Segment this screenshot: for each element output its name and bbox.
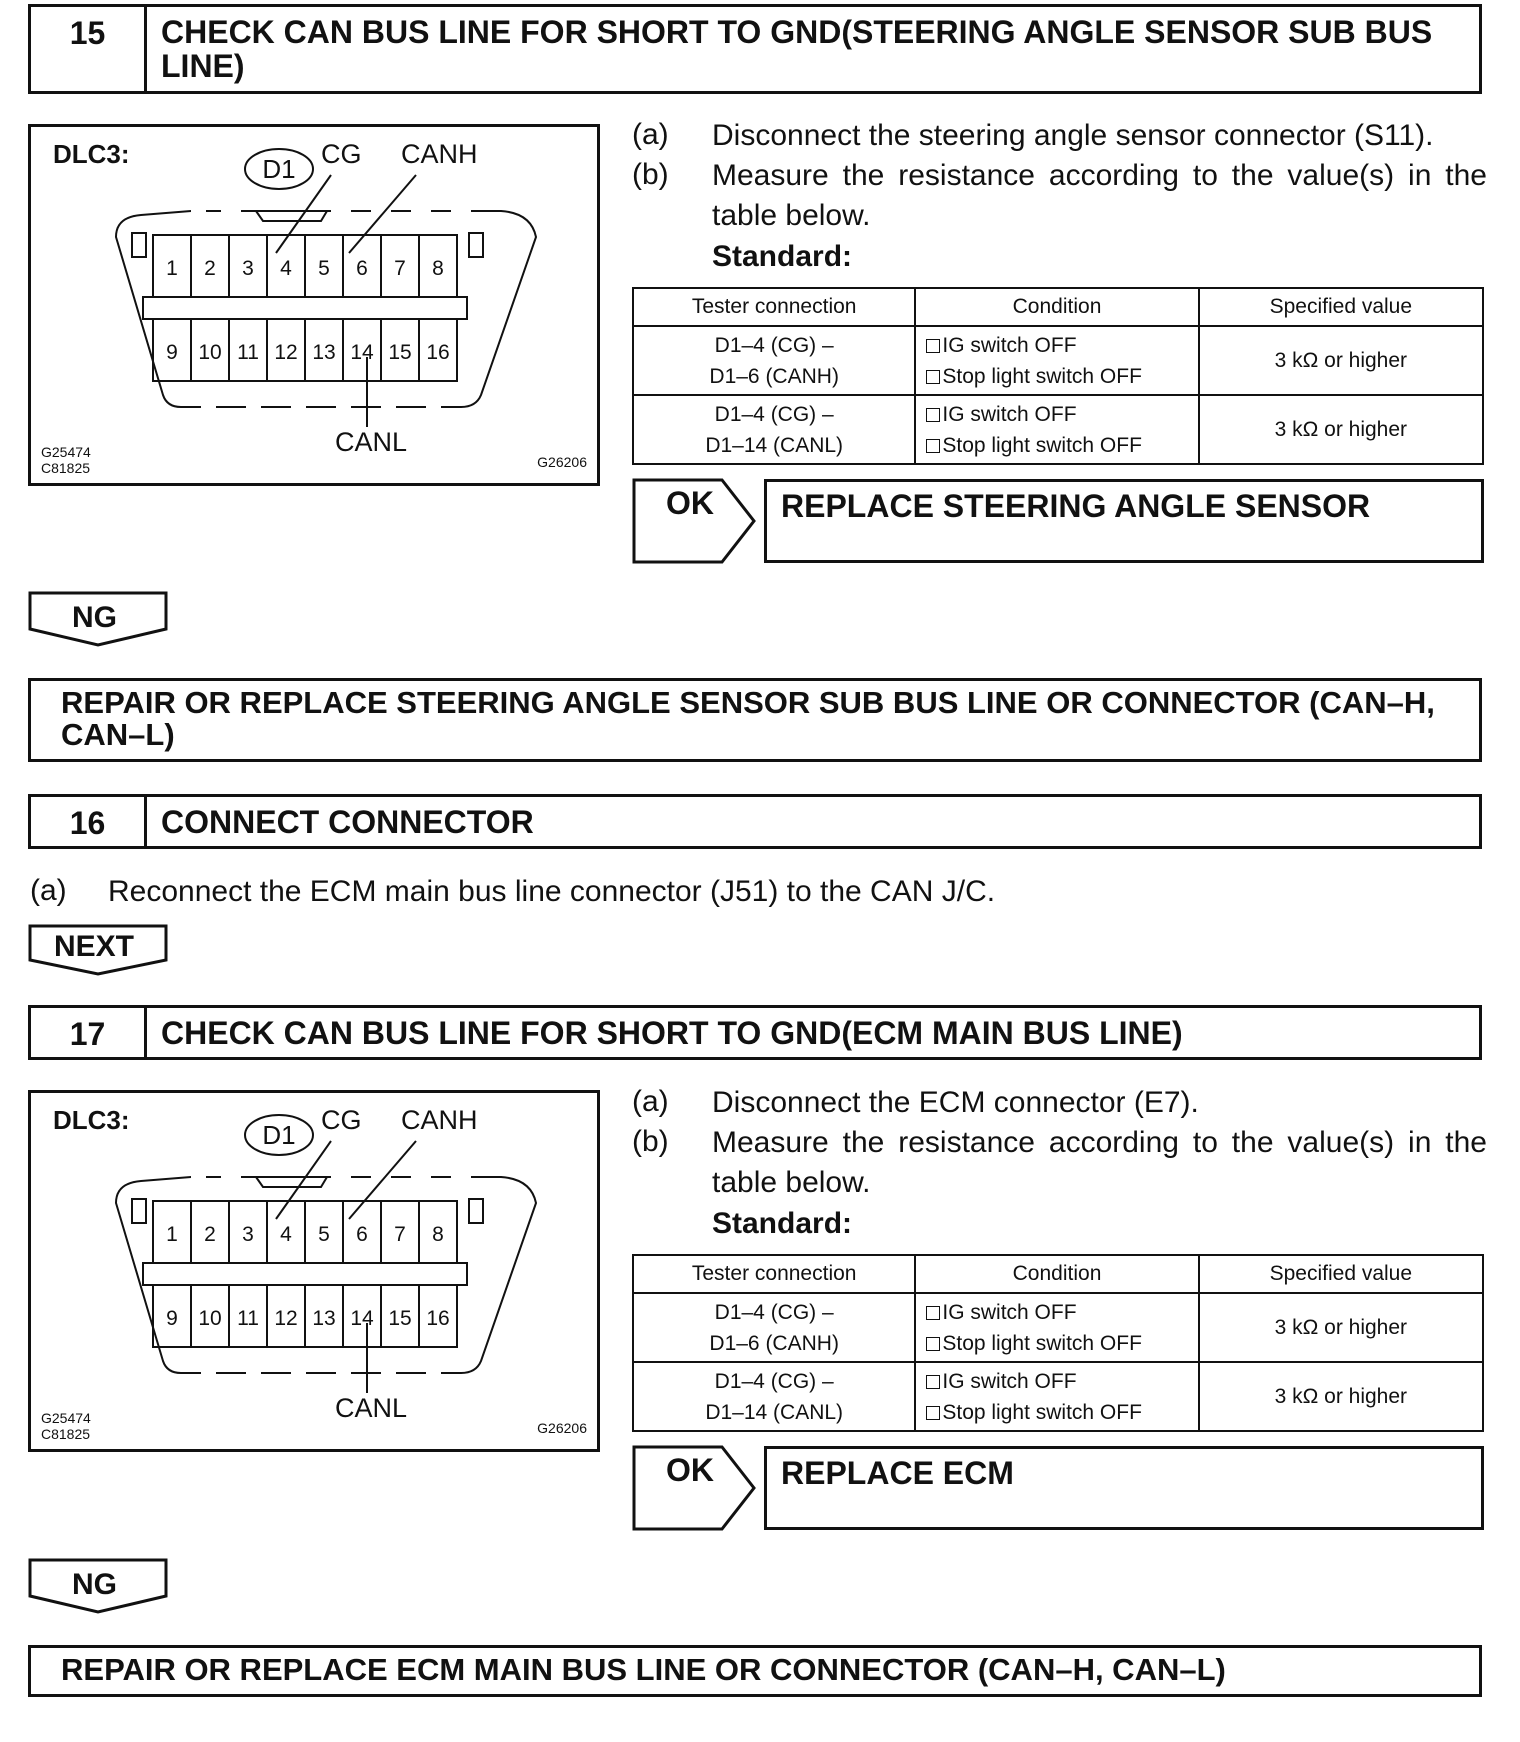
- pin-number: 9: [166, 341, 178, 364]
- pin-number: 1: [166, 257, 178, 280]
- pin-number: 14: [350, 341, 374, 364]
- specified-value: 3 kΩ or higher: [1199, 1362, 1483, 1431]
- table-header: Tester connection: [633, 1255, 915, 1293]
- step-number: 15: [31, 7, 147, 91]
- figure-code: G25474: [41, 444, 91, 460]
- pin-number: 3: [242, 1223, 254, 1246]
- ng-result: REPAIR OR REPLACE STEERING ANGLE SENSOR SUB BUS LINE OR CONNECTOR (CAN–H, CAN–L): [28, 678, 1482, 762]
- tester-connection: D1–4 (CG) –: [714, 333, 834, 357]
- table-header: Tester connection: [633, 288, 915, 326]
- pin-number: 3: [242, 257, 254, 280]
- checkbox-icon: [926, 339, 940, 353]
- tester-connection: D1–14 (CANL): [705, 433, 844, 457]
- tester-connection: D1–4 (CG) –: [714, 1369, 834, 1393]
- pin-number: 6: [356, 257, 368, 280]
- leader-canh: [349, 1141, 416, 1219]
- pin-number: 9: [166, 1307, 178, 1330]
- pin-label-cg: CG: [321, 139, 362, 169]
- step-marker: (a): [632, 1085, 669, 1118]
- pin-number: 4: [280, 257, 292, 280]
- pin-number: 1: [166, 1223, 178, 1246]
- checkbox-icon: [926, 1306, 940, 1320]
- condition: IG switch OFF: [942, 1369, 1077, 1393]
- figure-code: G26206: [537, 1420, 587, 1436]
- pin-number: 15: [388, 1307, 412, 1330]
- connector-id: D1: [262, 154, 296, 184]
- pin-number: 16: [426, 1307, 450, 1330]
- leader-cg: [276, 175, 331, 253]
- side-tab-left: [132, 1199, 146, 1223]
- ng-result: REPAIR OR REPLACE ECM MAIN BUS LINE OR CONNECTOR (CAN–H, CAN–L): [28, 1645, 1482, 1697]
- step-text: Reconnect the ECM main bus line connector (J51) to the CAN J/C.: [108, 875, 996, 908]
- checkbox-icon: [926, 370, 940, 384]
- tester-connection: D1–6 (CANH): [709, 1331, 839, 1355]
- table-header: Condition: [915, 288, 1198, 326]
- pin-number: 2: [204, 1223, 216, 1246]
- pin-label-canh: CANH: [401, 1105, 478, 1135]
- table-row: [633, 1293, 1483, 1362]
- figure-code: C81825: [41, 460, 91, 476]
- dlc3-connector-drawing: [31, 1093, 597, 1449]
- connector-housing: [116, 1177, 536, 1373]
- pin-number: 10: [198, 341, 222, 364]
- tester-connection: D1–14 (CANL): [705, 1400, 844, 1424]
- figure-code: G26206: [537, 454, 587, 470]
- next-label: NEXT: [54, 930, 135, 963]
- figure-code: C81825: [41, 1426, 91, 1442]
- side-tab-right: [469, 233, 483, 257]
- checkbox-icon: [926, 1337, 940, 1351]
- pin-number: 16: [426, 341, 450, 364]
- ok-label: OK: [666, 1452, 714, 1488]
- pin-label-canl: CANL: [335, 1393, 408, 1423]
- checkbox-icon: [926, 1375, 940, 1389]
- pin-number: 5: [318, 1223, 330, 1246]
- step-text: Measure the resistance according to the value(s) in the table below.: [712, 159, 1487, 232]
- specified-value: 3 kΩ or higher: [1199, 1293, 1483, 1362]
- pin-number: 4: [280, 1223, 292, 1246]
- dlc3-diagram: [28, 1090, 600, 1452]
- step-text: Disconnect the steering angle sensor connector (S11).: [712, 119, 1434, 152]
- dlc3-connector-drawing: [31, 127, 597, 483]
- step-16-header: [28, 794, 1482, 849]
- table-row: [633, 326, 1483, 395]
- connector-id: D1: [262, 1120, 296, 1150]
- side-tab-right: [469, 1199, 483, 1223]
- housing-key: [256, 1177, 327, 1187]
- condition: IG switch OFF: [942, 333, 1077, 357]
- step-text: Disconnect the ECM connector (E7).: [712, 1086, 1199, 1119]
- connector-housing: [116, 211, 536, 407]
- pin-number: 2: [204, 257, 216, 280]
- center-bar: [143, 1263, 467, 1285]
- pin-number: 5: [318, 257, 330, 280]
- tester-connection: D1–4 (CG) –: [714, 1300, 834, 1324]
- spec-table: [632, 287, 1484, 465]
- step-marker: (a): [30, 874, 67, 907]
- checkbox-icon: [926, 1406, 940, 1420]
- pin-number: 11: [237, 1307, 259, 1330]
- pin-label-canh: CANH: [401, 139, 478, 169]
- pin-label-cg: CG: [321, 1105, 362, 1135]
- tester-connection: D1–6 (CANH): [709, 364, 839, 388]
- leader-cg: [276, 1141, 331, 1219]
- pin-number: 8: [432, 257, 444, 280]
- pin-number: 8: [432, 1223, 444, 1246]
- pin-number: 7: [394, 1223, 406, 1246]
- step-17-header: [28, 1005, 1482, 1060]
- table-row: [633, 395, 1483, 464]
- step-marker: (b): [632, 1125, 669, 1158]
- pin-number: 13: [312, 1307, 336, 1330]
- step-15-header: [28, 4, 1482, 94]
- tester-connection: D1–4 (CG) –: [714, 402, 834, 426]
- standard-label: Standard:: [712, 240, 853, 273]
- center-bar: [143, 297, 467, 319]
- dlc3-label: DLC3:: [53, 139, 130, 169]
- step-title: CONNECT CONNECTOR: [161, 804, 534, 840]
- standard-label: Standard:: [712, 1207, 853, 1240]
- pin-label-canl: CANL: [335, 427, 408, 457]
- condition: IG switch OFF: [942, 1300, 1077, 1324]
- table-header: Specified value: [1199, 288, 1483, 326]
- housing-key: [256, 211, 327, 221]
- step-title: CHECK CAN BUS LINE FOR SHORT TO GND(ECM MAIN BUS LINE): [161, 1015, 1183, 1051]
- table-row: [633, 1362, 1483, 1431]
- figure-code: G25474: [41, 1410, 91, 1426]
- ok-result: REPLACE STEERING ANGLE SENSOR: [764, 479, 1484, 563]
- pin-number: 12: [274, 341, 298, 364]
- pin-number: 10: [198, 1307, 222, 1330]
- condition: Stop light switch OFF: [942, 364, 1142, 388]
- ok-label: OK: [666, 485, 714, 521]
- specified-value: 3 kΩ or higher: [1199, 326, 1483, 395]
- step-marker: (b): [632, 158, 669, 191]
- table-header: Condition: [915, 1255, 1198, 1293]
- ng-label: NG: [72, 1568, 117, 1601]
- step-title: CHECK CAN BUS LINE FOR SHORT TO GND(STEERING ANGLE SENSOR SUB BUS LINE): [161, 14, 1433, 84]
- ok-result: REPLACE ECM: [764, 1446, 1484, 1530]
- side-tab-left: [132, 233, 146, 257]
- pin-number: 15: [388, 341, 412, 364]
- condition: Stop light switch OFF: [942, 433, 1142, 457]
- pin-number: 7: [394, 257, 406, 280]
- condition: IG switch OFF: [942, 402, 1077, 426]
- table-header: Specified value: [1199, 1255, 1483, 1293]
- spec-table: [632, 1254, 1484, 1432]
- pin-number: 11: [237, 341, 259, 364]
- pin-number: 14: [350, 1307, 374, 1330]
- pin-number: 12: [274, 1307, 298, 1330]
- step-marker: (a): [632, 118, 669, 151]
- condition: Stop light switch OFF: [942, 1331, 1142, 1355]
- ng-label: NG: [72, 601, 117, 634]
- pin-number: 13: [312, 341, 336, 364]
- dlc3-diagram: [28, 124, 600, 486]
- specified-value: 3 kΩ or higher: [1199, 395, 1483, 464]
- condition: Stop light switch OFF: [942, 1400, 1142, 1424]
- leader-canh: [349, 175, 416, 253]
- step-number: 16: [31, 797, 147, 846]
- checkbox-icon: [926, 408, 940, 422]
- checkbox-icon: [926, 439, 940, 453]
- dlc3-label: DLC3:: [53, 1105, 130, 1135]
- pin-number: 6: [356, 1223, 368, 1246]
- step-text: Measure the resistance according to the value(s) in the table below.: [712, 1126, 1487, 1199]
- step-number: 17: [31, 1008, 147, 1057]
